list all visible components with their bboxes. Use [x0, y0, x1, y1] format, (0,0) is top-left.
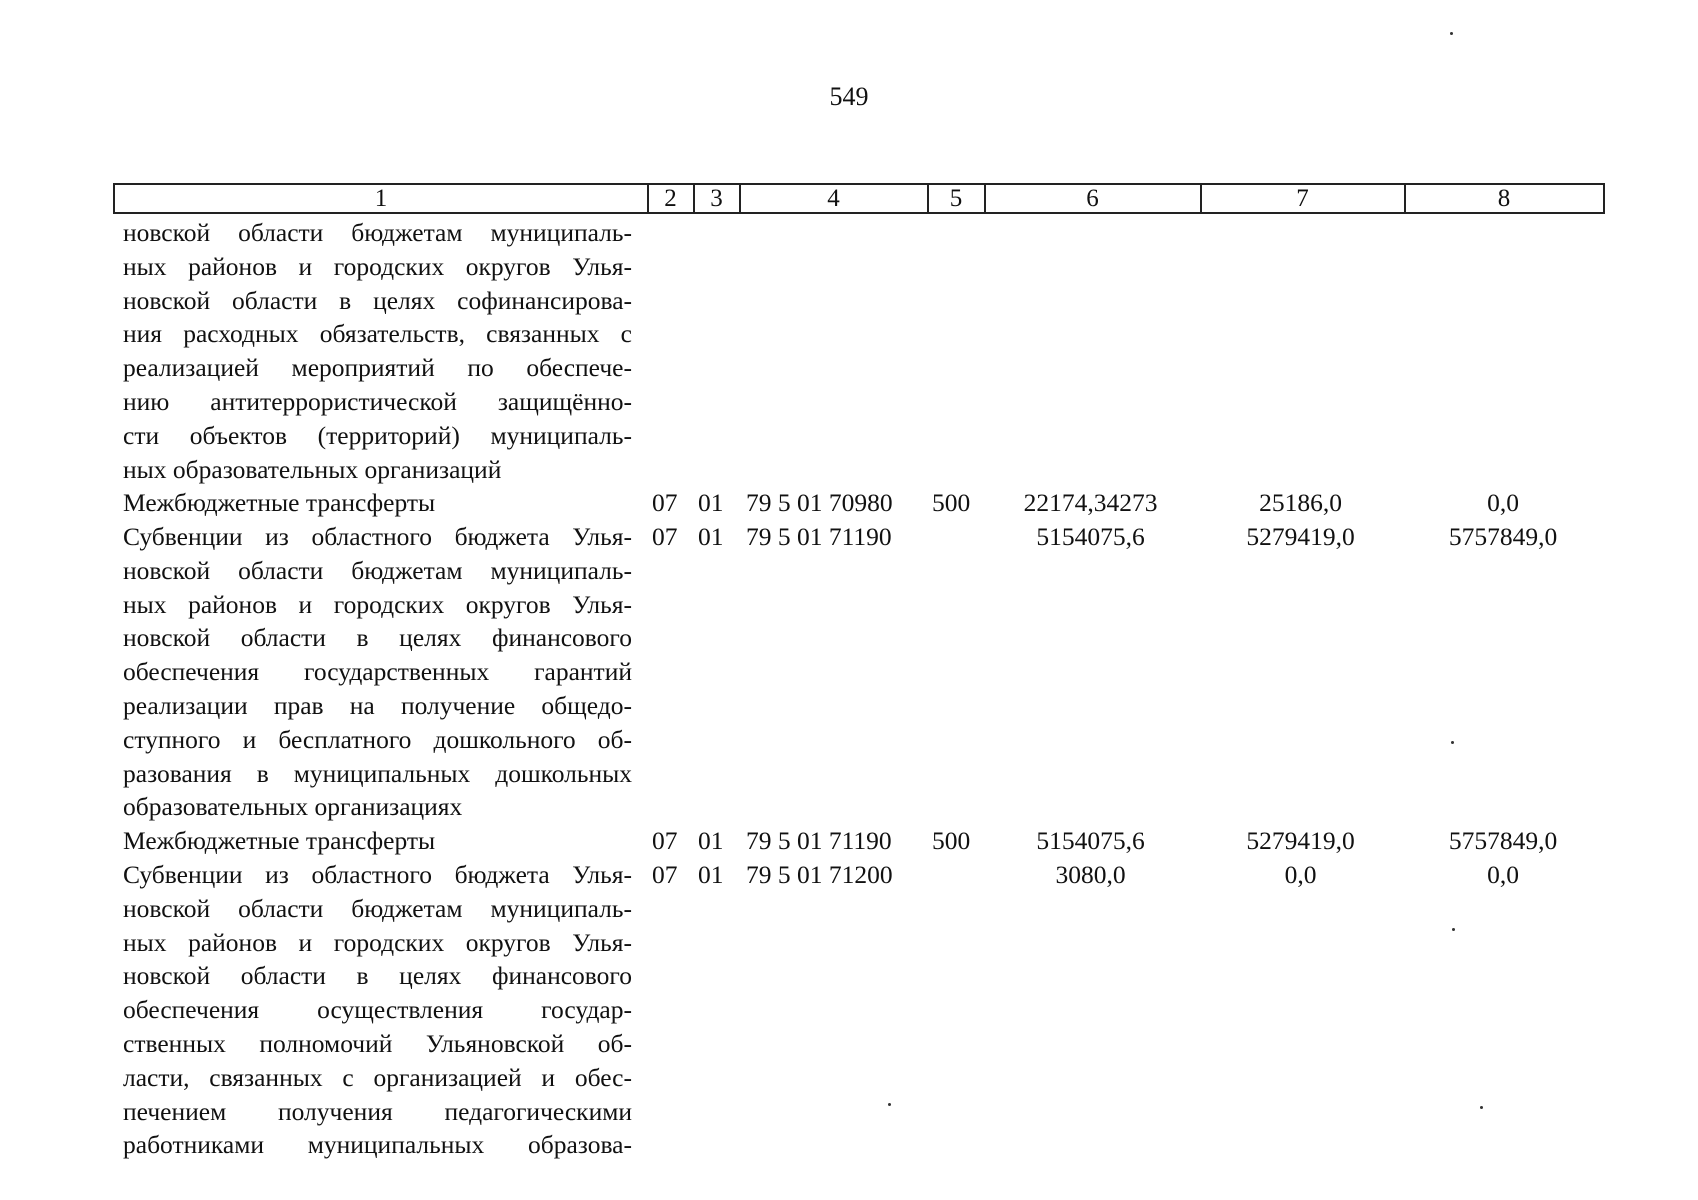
header-col-6: 6 — [1086, 185, 1099, 212]
target-article-code: 79 5 01 71200 — [746, 860, 893, 889]
scan-speck — [1451, 741, 1454, 744]
scan-speck — [1452, 928, 1455, 931]
scan-speck — [888, 1103, 891, 1106]
description-line: новской области в целях софинансирова- — [123, 285, 632, 315]
description-line: реализации прав на получение общедо- — [123, 690, 632, 720]
subsection-code: 01 — [698, 860, 724, 889]
target-article-code: 79 5 01 71190 — [746, 826, 892, 855]
header-col-8: 8 — [1497, 185, 1511, 212]
amount-col-6: 5154075,6 — [1036, 826, 1145, 855]
target-article-code: 79 5 01 71190 — [746, 522, 892, 551]
description-line: обеспечения осуществления государ- — [123, 995, 632, 1025]
header-col-7: 7 — [1296, 185, 1309, 212]
description-line: реализацией мероприятий по обеспече- — [123, 353, 632, 383]
amount-col-8: 0,0 — [1487, 860, 1519, 889]
description-line: новской области бюджетам муниципаль- — [123, 218, 632, 247]
description-line: ственных полномочий Ульяновской об- — [123, 1028, 632, 1058]
description-line: ния расходных обязательств, связанных с — [123, 319, 632, 349]
description-line: разования в муниципальных дошкольных — [123, 758, 632, 788]
section-code: 07 — [652, 826, 678, 855]
amount-col-6: 22174,34273 — [1023, 488, 1158, 517]
description-line: образовательных организациях — [123, 792, 463, 822]
description-line: сти объектов (территорий) муниципаль- — [123, 420, 632, 450]
description-line: обеспечения государственных гарантий — [123, 657, 632, 687]
scan-speck — [1450, 32, 1453, 35]
scan-speck — [1480, 1106, 1483, 1109]
description-line: новской области в целях финансового — [123, 961, 632, 991]
description-line: ных районов и городских округов Улья- — [123, 927, 632, 957]
subsection-code: 01 — [698, 522, 724, 551]
section-code: 07 — [652, 860, 678, 889]
description-line: новской области в целях финансового — [123, 623, 632, 653]
description-line: Субвенции из областного бюджета Улья- — [123, 522, 632, 551]
amount-col-6: 5154075,6 — [1036, 522, 1145, 551]
table-row-description — [123, 858, 632, 1162]
header-col-1: 1 — [374, 185, 388, 212]
section-code: 07 — [652, 522, 678, 551]
description-line: печением получения педагогическими — [123, 1096, 632, 1126]
amount-col-6: 3080,0 — [1055, 860, 1126, 889]
table-row-description — [123, 486, 632, 520]
amount-col-7: 5279419,0 — [1246, 826, 1355, 855]
description-line: ласти, связанных с организацией и обес- — [123, 1062, 632, 1092]
description-line: Межбюджетные трансферты — [123, 488, 436, 517]
description-line: Субвенции из областного бюджета Улья- — [123, 860, 632, 889]
description-line: работниками муниципальных образова- — [123, 1130, 632, 1160]
section-code: 07 — [652, 488, 678, 517]
description-line: нию антитеррористической защищённо- — [123, 386, 632, 416]
table-row-description — [123, 824, 632, 858]
header-col-3: 3 — [710, 185, 723, 212]
header-col-5: 5 — [949, 185, 963, 212]
amount-col-8: 0,0 — [1487, 488, 1519, 517]
header-col-2: 2 — [664, 185, 677, 212]
amount-col-7: 0,0 — [1284, 860, 1317, 889]
continuation-description — [123, 216, 632, 486]
expense-type-code: 500 — [932, 488, 971, 517]
description-line: Межбюджетные трансферты — [123, 826, 436, 855]
subsection-code: 01 — [698, 826, 724, 855]
table-row-description — [123, 520, 632, 824]
description-line: ных образовательных организаций — [123, 454, 502, 484]
description-line: ных районов и городских округов Улья- — [123, 589, 632, 619]
amount-col-8: 5757849,0 — [1448, 826, 1558, 855]
table-header-row — [113, 183, 1605, 214]
header-col-4: 4 — [827, 185, 840, 212]
description-line: новской области бюджетам муниципаль- — [123, 555, 632, 585]
description-line: ных районов и городских округов Улья- — [123, 251, 632, 281]
amount-col-7: 5279419,0 — [1246, 522, 1355, 551]
expense-type-code: 500 — [932, 826, 971, 855]
amount-col-7: 25186,0 — [1259, 488, 1342, 517]
target-article-code: 79 5 01 70980 — [746, 488, 893, 517]
subsection-code: 01 — [698, 488, 724, 517]
amount-col-8: 5757849,0 — [1448, 522, 1558, 551]
page-number: 549 — [829, 82, 869, 111]
description-line: новской области бюджетам муниципаль- — [123, 893, 632, 923]
description-line: ступного и бесплатного дошкольного об- — [123, 724, 632, 754]
